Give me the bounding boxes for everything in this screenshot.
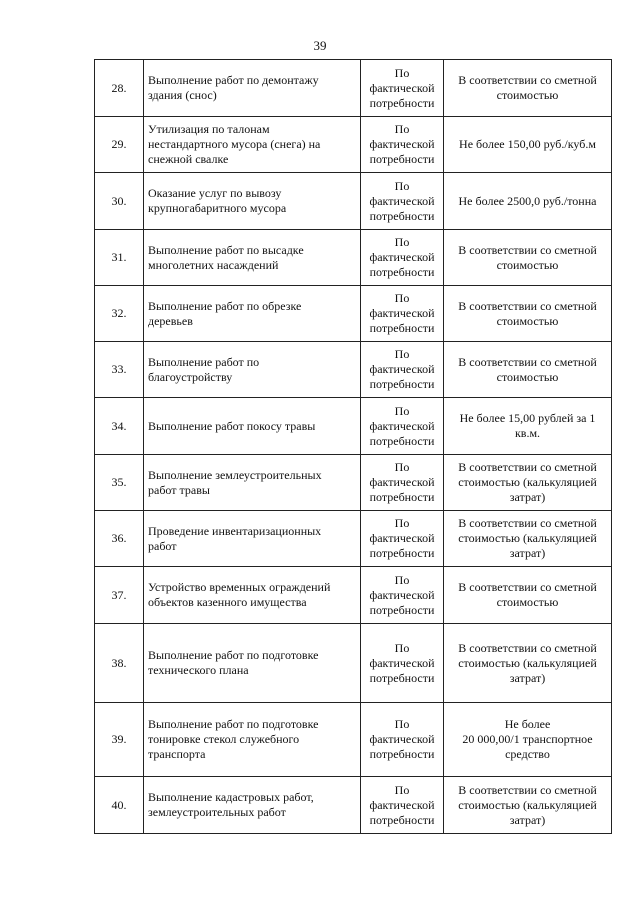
basis-cell-text: По фактической потребности bbox=[369, 347, 435, 391]
price-cell-text: В соответствии со сметной стоимостью bbox=[458, 298, 597, 328]
table-row bbox=[95, 511, 612, 567]
table-row bbox=[95, 60, 612, 117]
basis-cell bbox=[361, 60, 444, 117]
work-name-text: Выполнение работ по благоустройству bbox=[148, 354, 260, 384]
price-cell-text: Не более 15,00 рублей за 1 кв.м. bbox=[459, 411, 596, 440]
row-number-text: 36. bbox=[111, 531, 127, 545]
price-cell-text: В соответствии со сметной стоимостью bbox=[458, 242, 597, 272]
basis-cell bbox=[361, 455, 444, 511]
row-number bbox=[95, 230, 144, 286]
work-name bbox=[144, 286, 361, 342]
table-row bbox=[95, 173, 612, 230]
price-cell-text: В соответствии со сметной стоимостью (калькуляцией затрат) bbox=[458, 460, 597, 504]
work-name-text: Выполнение работ покосу травы bbox=[148, 418, 316, 433]
table-row bbox=[95, 455, 612, 511]
table-row bbox=[95, 286, 612, 342]
work-name-text: Выполнение работ по подготовке тонировке стекол служебного транспорта bbox=[148, 717, 319, 761]
price-cell bbox=[444, 60, 612, 117]
row-number bbox=[95, 511, 144, 567]
basis-cell-text: По фактической потребности bbox=[369, 178, 435, 223]
row-number-text: 34. bbox=[111, 418, 127, 433]
work-name-text: Выполнение работ по высадке многолетних насаждений bbox=[148, 242, 304, 272]
services-table bbox=[94, 59, 612, 834]
row-number bbox=[95, 567, 144, 624]
row-number-text: 28. bbox=[111, 80, 127, 95]
price-cell-text: В соответствии со сметной стоимостью bbox=[458, 73, 597, 102]
row-number bbox=[95, 173, 144, 230]
price-cell bbox=[444, 173, 612, 230]
basis-cell-text: По фактической потребности bbox=[369, 717, 435, 761]
work-name bbox=[144, 511, 361, 567]
basis-cell-text: По фактической потребности bbox=[369, 460, 435, 504]
row-number bbox=[95, 777, 144, 834]
row-number bbox=[95, 117, 144, 173]
work-name-text: Выполнение работ по подготовке технического плана bbox=[148, 648, 319, 677]
work-name bbox=[144, 703, 361, 777]
basis-cell-text: По фактической потребности bbox=[369, 291, 435, 335]
row-number bbox=[95, 342, 144, 398]
price-cell bbox=[444, 567, 612, 624]
work-name bbox=[144, 777, 361, 834]
table-row bbox=[95, 398, 612, 455]
table-row bbox=[95, 624, 612, 703]
row-number-text: 33. bbox=[111, 362, 127, 376]
price-cell bbox=[444, 342, 612, 398]
row-number bbox=[95, 60, 144, 117]
price-cell-text: В соответствии со сметной стоимостью (калькуляцией затрат) bbox=[458, 640, 597, 685]
work-name-text: Утилизация по талонам нестандартного мусора (снега) на снежной свалке bbox=[148, 122, 321, 166]
row-number bbox=[95, 398, 144, 455]
basis-cell-text: По фактической потребности bbox=[369, 640, 435, 685]
basis-cell-text: По фактической потребности bbox=[369, 122, 435, 166]
row-number-text: 37. bbox=[111, 587, 127, 602]
basis-cell bbox=[361, 624, 444, 703]
basis-cell bbox=[361, 173, 444, 230]
row-number bbox=[95, 455, 144, 511]
price-cell bbox=[444, 777, 612, 834]
basis-cell bbox=[361, 342, 444, 398]
work-name bbox=[144, 398, 361, 455]
price-cell bbox=[444, 230, 612, 286]
price-cell bbox=[444, 703, 612, 777]
table-row bbox=[95, 567, 612, 624]
row-number-text: 30. bbox=[111, 193, 127, 208]
work-name bbox=[144, 624, 361, 703]
price-cell-text: Не более 2500,0 руб./тонна bbox=[458, 193, 597, 208]
basis-cell bbox=[361, 777, 444, 834]
price-cell bbox=[444, 117, 612, 173]
price-cell-text: В соответствии со сметной стоимостью bbox=[458, 580, 597, 609]
table-row bbox=[95, 777, 612, 834]
row-number bbox=[95, 703, 144, 777]
work-name-text: Выполнение кадастровых работ, землеустроительных работ bbox=[148, 790, 314, 819]
row-number-text: 32. bbox=[111, 306, 127, 320]
work-name-text: Проведение инвентаризационных работ bbox=[148, 523, 322, 553]
work-name bbox=[144, 173, 361, 230]
page-number: 39 bbox=[313, 38, 327, 53]
work-name bbox=[144, 567, 361, 624]
table-body bbox=[95, 60, 612, 834]
work-name bbox=[144, 342, 361, 398]
price-cell bbox=[444, 398, 612, 455]
price-cell-text: В соответствии со сметной стоимостью bbox=[458, 354, 597, 384]
work-name-text: Выполнение землеустроительных работ травы bbox=[148, 467, 322, 497]
basis-cell bbox=[361, 398, 444, 455]
work-name-text: Выполнение работ по демонтажу здания (снос) bbox=[148, 73, 319, 102]
basis-cell bbox=[361, 567, 444, 624]
basis-cell bbox=[361, 230, 444, 286]
basis-cell-text: По фактической потребности bbox=[369, 235, 435, 279]
row-number-text: 40. bbox=[111, 797, 127, 812]
price-cell-text: В соответствии со сметной стоимостью (калькуляцией затрат) bbox=[458, 782, 597, 827]
basis-cell-text: По фактической потребности bbox=[369, 516, 435, 560]
row-number bbox=[95, 624, 144, 703]
table-row bbox=[95, 342, 612, 398]
row-number bbox=[95, 286, 144, 342]
basis-cell-text: По фактической потребности bbox=[369, 782, 435, 827]
basis-cell-text: По фактической потребности bbox=[369, 403, 435, 448]
basis-cell bbox=[361, 117, 444, 173]
basis-cell bbox=[361, 703, 444, 777]
price-cell bbox=[444, 286, 612, 342]
price-cell-text: В соответствии со сметной стоимостью (калькуляцией затрат) bbox=[458, 516, 597, 560]
price-cell bbox=[444, 624, 612, 703]
price-cell-text: Не более 150,00 руб./куб.м bbox=[459, 137, 596, 151]
work-name-text: Оказание услуг по вывозу крупногабаритного мусора bbox=[148, 186, 287, 215]
table-row bbox=[95, 230, 612, 286]
row-number-text: 38. bbox=[111, 655, 127, 670]
row-number-text: 35. bbox=[111, 475, 127, 489]
work-name-text: Устройство временных ограждений объектов казенного имущества bbox=[148, 580, 331, 609]
work-name bbox=[144, 230, 361, 286]
price-cell-text: Не более 20 000,00/1 транспортное средство bbox=[462, 717, 593, 761]
row-number-text: 39. bbox=[111, 732, 127, 746]
work-name bbox=[144, 60, 361, 117]
basis-cell-text: По фактической потребности bbox=[369, 65, 435, 110]
basis-cell-text: По фактической потребности bbox=[369, 572, 435, 617]
basis-cell bbox=[361, 286, 444, 342]
row-number-text: 29. bbox=[111, 137, 127, 151]
price-cell bbox=[444, 455, 612, 511]
work-name-text: Выполнение работ по обрезке деревьев bbox=[148, 298, 302, 328]
work-name bbox=[144, 117, 361, 173]
work-name bbox=[144, 455, 361, 511]
table-row bbox=[95, 703, 612, 777]
basis-cell bbox=[361, 511, 444, 567]
row-number-text: 31. bbox=[111, 250, 127, 264]
price-cell bbox=[444, 511, 612, 567]
table-row bbox=[95, 117, 612, 173]
